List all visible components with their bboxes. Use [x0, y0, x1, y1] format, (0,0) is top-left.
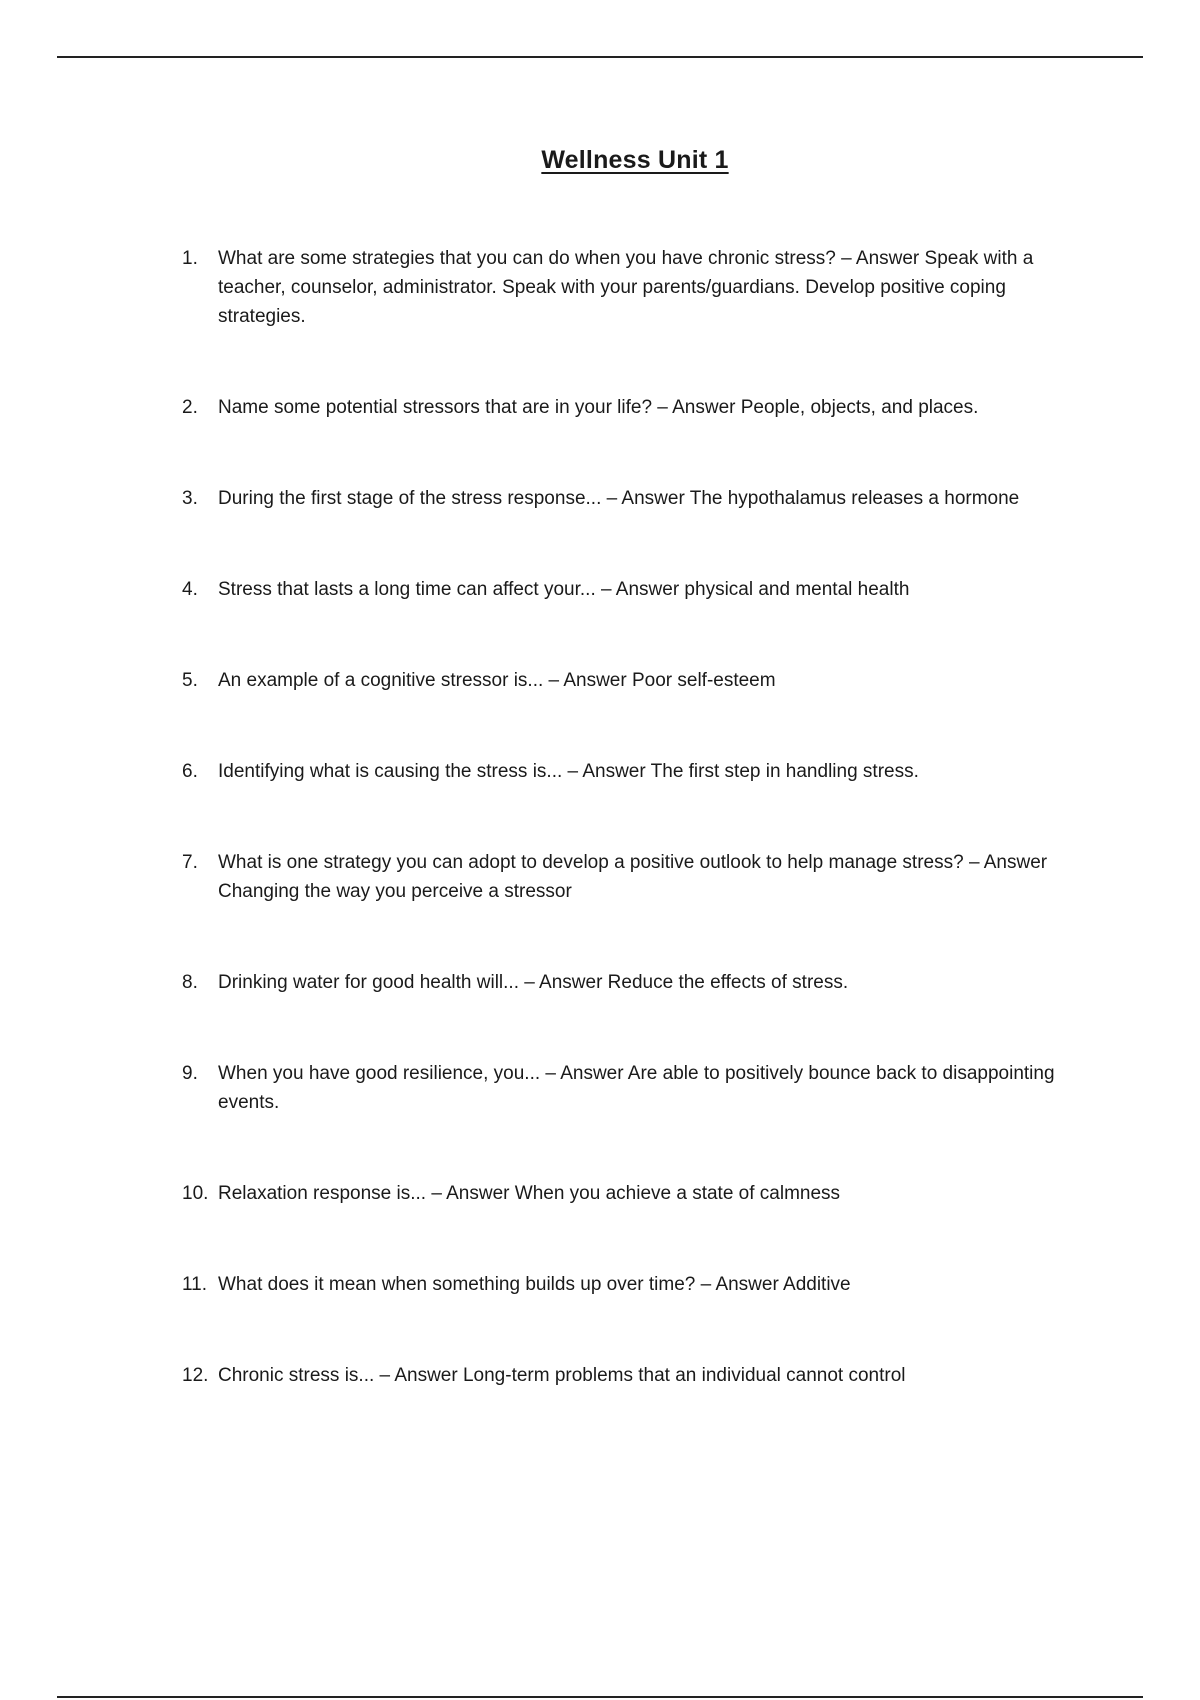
- question-number: 3.: [182, 488, 198, 509]
- question-text: Stress that lasts a long time can affect your... – Answer physical and mental health: [218, 579, 910, 600]
- question-text: An example of a cognitive stressor is... – Answer Poor self-esteem: [218, 670, 776, 691]
- question-text: Identifying what is causing the stress is... – Answer The first step in handling stress.: [218, 761, 919, 782]
- question-number: 12.: [182, 1365, 209, 1386]
- question-text: Name some potential stressors that are in your life? – Answer People, objects, and places.: [218, 397, 979, 418]
- question-text: When you have good resilience, you... – Answer Are able to positively bounce back to disappointing events.: [218, 1063, 1055, 1113]
- question-text: What is one strategy you can adopt to develop a positive outlook to help manage stress? – Answer Changing the way you perceive a stressor: [218, 852, 1048, 902]
- question-item-4: [182, 575, 1094, 604]
- question-item-5: [182, 666, 1094, 695]
- question-list: [182, 244, 1094, 1452]
- question-text: Chronic stress is... – Answer Long-term problems that an individual cannot control: [218, 1365, 906, 1386]
- question-text: Relaxation response is... – Answer When you achieve a state of calmness: [218, 1183, 841, 1204]
- question-text: Drinking water for good health will... – Answer Reduce the effects of stress.: [218, 972, 849, 993]
- question-item-3: [182, 484, 1094, 513]
- question-item-1: [182, 244, 1094, 331]
- question-number: 7.: [182, 852, 198, 873]
- page-title: Wellness Unit 1: [541, 146, 729, 174]
- question-item-7: [182, 848, 1094, 906]
- question-item-9: [182, 1059, 1094, 1117]
- question-number: 9.: [182, 1063, 198, 1084]
- question-number: 5.: [182, 670, 198, 691]
- question-item-2: [182, 393, 1094, 422]
- question-item-8: [182, 968, 1094, 997]
- question-text: What are some strategies that you can do when you have chronic stress? – Answer Speak with a teacher, counselor, administrator. Speak with your parents/guardians. Develop positive coping strategies.: [218, 248, 1034, 327]
- question-number: 10.: [182, 1183, 209, 1204]
- question-item-10: [182, 1179, 1094, 1208]
- question-number: 8.: [182, 972, 198, 993]
- bottom-rule: [57, 1696, 1143, 1698]
- question-text: What does it mean when something builds up over time? – Answer Additive: [218, 1274, 851, 1295]
- question-number: 6.: [182, 761, 198, 782]
- question-item-12: [182, 1361, 1094, 1390]
- top-rule: [57, 56, 1143, 58]
- question-item-6: [182, 757, 1094, 786]
- question-number: 11.: [182, 1274, 208, 1295]
- question-item-11: [182, 1270, 1094, 1299]
- question-number: 2.: [182, 397, 198, 418]
- question-number: 4.: [182, 579, 198, 600]
- question-number: 1.: [182, 248, 198, 269]
- question-text: During the first stage of the stress response... – Answer The hypothalamus releases a hormone: [218, 488, 1020, 509]
